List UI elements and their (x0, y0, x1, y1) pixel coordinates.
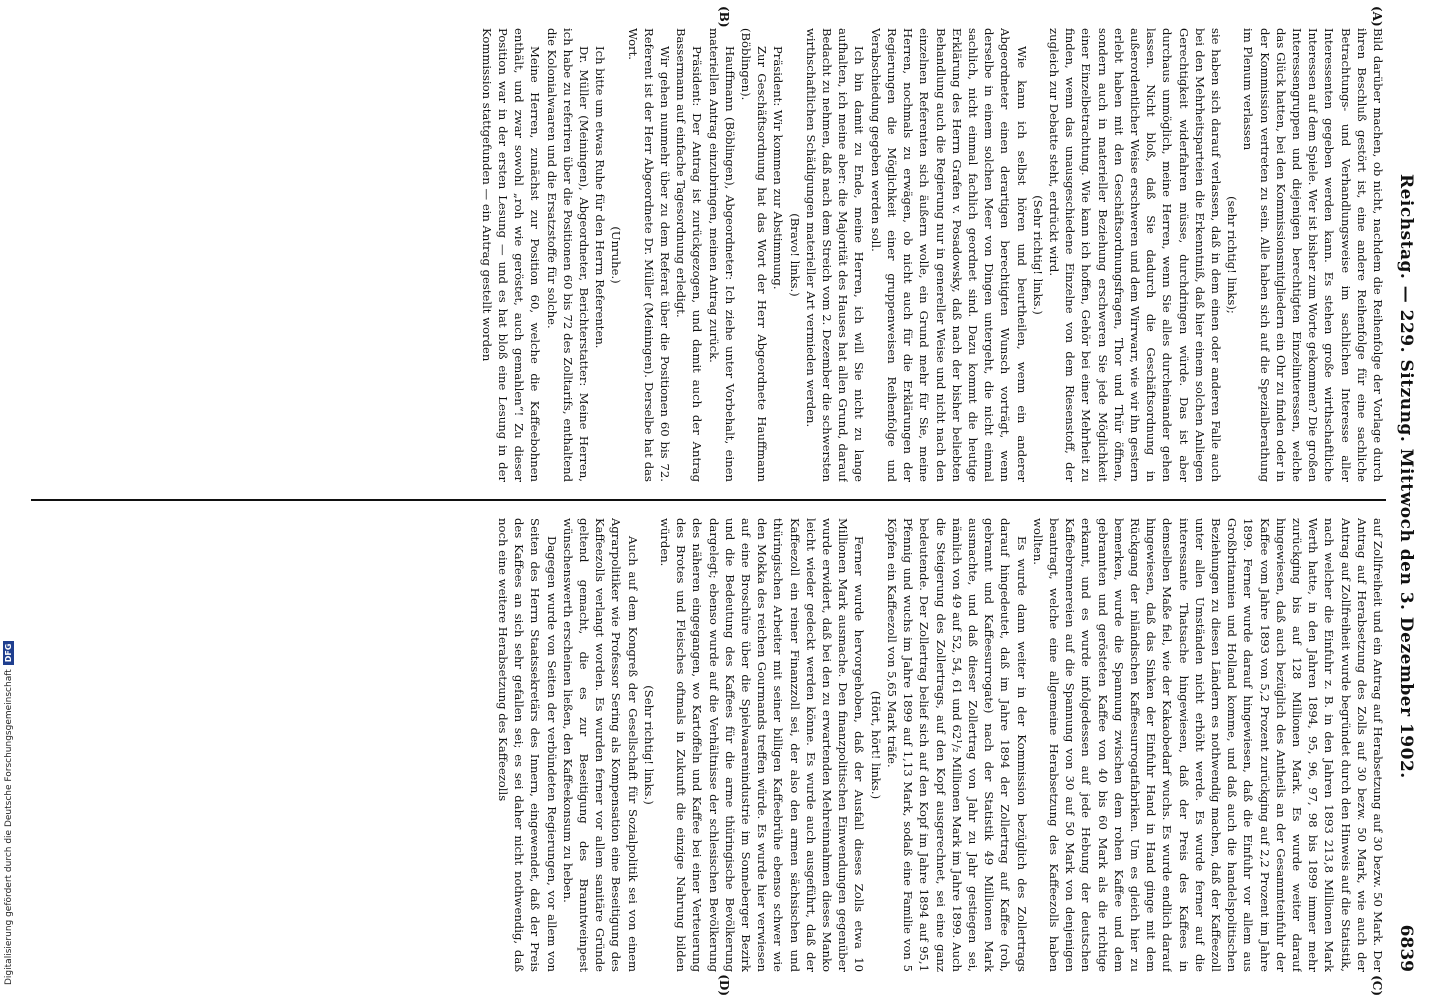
margin-marker-c: (C) (1370, 975, 1384, 996)
paragraph: Bild darüber machen, ob nicht, nachdem die Reihenfolge der Vorlage durch ihren Beschluß gestört ist, eine andere Reihenfolge für eine sachliche Betrachtungs- und Verhandlungsweise im sachlichen Interesse aller Interessenten gegeben werden kann. Es stehen große wirthschaftliche Interessen auf dem Spiele. Wer ist bisher zum Worte gekommen? Die großen Interessengruppen und diejenigen berechtigten Einzelinteressen, welche das Glück hatten, bei den Kommissionsmitgliedern ein Ohr zu finden oder in der Kommission vertreten zu sein. Alle haben sich auf die Spezialberathung im Plenum verlassen (1241, 28, 1385, 482)
paragraph: Dagegen wurde von Seiten der verbündeten Regierungen, vor allem von Seiten des Herrn Staatssekretärs des Innern, eingewendet, daß der Preis des Kaffees an sich sehr gefallen sei; es sei daher nicht nothwendig, daß noch eine weitere Herabsetzung des Kaffeezolls (496, 518, 559, 972)
paragraph: Ich bitte um etwas Ruhe für den Herrn Referenten. (593, 46, 608, 349)
paragraph: auf Zollfreiheit und ein Antrag auf Herabsetzung auf 30 bezw. 50 Mark. Der Antrag auf Herabsetzung des Zolls auf 30 bezw. 50 Mark, wie auch der Antrag auf Zollfreiheit wurde begründet durch den Hinweis auf die Statistik, nach welcher die Einfuhr z. B. in den Jahren 1893 213,8 Millionen Mark Werth hatte, in den Jahren 1894, 95, 96, 97, 98 bis 1899 immer mehr zurückging bis auf 128 Millionen Mark. Es wurde weiter darauf hingewiesen, daß auch bezüglich des Antheils an der Gesammteinfuhr der Kaffee vom Jahre 1893 von 5,2 Prozent zurückging auf 2,2 Prozent im Jahre 1899. Ferner wurde darauf hingewiesen, daß die Einfuhr vor allem aus Großbritannien und Holland komme, und daß auch die handelspolitischen Beziehungen zu diesen Ländern es nothwendig machen, daß der Kaffeezoll unter allen Umständen nicht erhöht werde. Es wurde ferner auf die interessante Thatsache hingewiesen, daß der Preis des Kaffees in demselben Maße fiel, wie der Kakaobedarf wuchs. Es wurde endlich darauf hingewiesen, daß das Sinken der Einfuhr Hand in Hand ginge mit dem Rückgang der inländischen Kaffeesurrogatfabriken. Um es gleich hier zu bemerken, wurde die Spannung zwischen dem rohen Kaffee und dem gebrannten und gerösteten Kaffee von 40 bis 60 Mark als die richtige erkannt, und es wurde infolgedessen auf jede Hebung der deutschen Kaffeebrennereien auf die Spannung von 30 auf 50 Mark von denjenigen beantragt, welche eine allgemeine Herabsetzung des Kaffeezolls haben wollten. (1030, 518, 1385, 972)
page-number: 6839 (1396, 924, 1416, 972)
paragraph: Zur Geschäftsordnung hat das Wort der Herr Abgeordnete Hauffmann (Böblingen). (739, 28, 770, 482)
paragraph: Auch auf dem Kongreß der Gesellschaft für Sozialpolitik sei von einem Agrarpolitiker wie Professor Sering als Kompensation eine Beseitigung des Kaffeezolls verlangt worden. Es wurden ferner vor allem sanitäre Gründe geltend gemacht, die es zur Beseitigung des Branntweinpest wünschenswerth erscheinen ließen, den Kaffeekonsum zu heben. (560, 518, 640, 972)
right-column (31, 518, 1386, 972)
margin-marker-d: (D) (717, 974, 731, 996)
interjection: (Bravo! links.) (787, 213, 802, 297)
digitization-credit (3, 641, 14, 985)
text-columns (31, 6, 1386, 996)
paragraph: Es wurde dann weiter in der Kommission bezüglich des Zollertrags darauf hingedeutet, daß im Jahre 1894 der Zollertrag auf Kaffee (roh, gebrannt und Kaffeesurrogate) nach der Statistik 49 Millionen Mark ausmachte, und daß dieser Zollertrag von Jahr zu Jahr gestiegen sei, nämlich von 49 auf 52, 54, 61 und 62¹/₂ Millionen Mark im Jahre 1899. Auch die Steigerung des Zollertrags, auf den Kopf ausgerechnet, sei eine ganz bedeutende. Der Zollertrag belief sich auf den Kopf im Jahre 1894 auf 95,1 Pfennig und wuchs im Jahre 1899 auf 1,13 Mark, sodaß eine Familie von 5 Köpfen ein Kaffeezoll von 5,65 Mark träfe. (884, 518, 1029, 972)
page-title: Reichstag. — 229. Sitzung. Mittwoch den 3. Dezember 1902. (1396, 173, 1416, 779)
column-divider (31, 499, 1386, 501)
interjection: (Unruhe.) (609, 226, 624, 284)
interjection: (sehr richtig! links); (1225, 196, 1240, 314)
paragraph: Wie kann ich selbst hören und beurtheilen, wenn ein anderer Abgeordneter einen derartigen berechtigten Wunsch vorträgt, wenn derselbe in einem solchen Meer von Dingen untergeht, die nicht einmal sachlich, nicht einmal fachlich geordnet sind. Dazu kommt die heutige Erklärung des Herrn Grafen v. Posadowsky, daß nach der bisher beliebten Behandlung auch die Regierung nur in genereller Weise und nicht nach den einzelnen Referenten sich äußern wolle, ein Grund mehr für Sie, meine Herren, nochmals zu erwägen, ob nicht auch für die Erklärungen der Regierungen die Möglichkeit einer gruppenweisen Reihenfolge und Verabschiedung gegeben werden soll. (868, 28, 1029, 482)
paragraph: Ich bin damit zu Ende, meine Herren, ich will Sie nicht zu lange aufhalten, ich meine aber: die Majorität des Hauses hat allen Grund, darauf Bedacht zu nehmen, daß nach dem Streich vom 2. Dezember die schwersten wirthschaftlichen Schädigungen materieller Art vermieden werden. (803, 28, 867, 482)
paragraph: Hauffmann (Böblingen), Abgeordneter: Ich ziehe unter Vorbehalt, einen materiellen Antrag einzubringen, meinen Antrag zurück. (706, 28, 737, 482)
paragraph: Ferner wurde hervorgehoben, daß der Ausfall dieses Zolls etwa 10 Millionen Mark ausmache. Den finanzpolitischen Einwendungen gegenüber wurde erwidert, daß bei den zu erwartenden Mehreinnahmen dieses Manko leicht wieder gedeckt werden könne. Es wurde auch ausgeführt, daß der Kaffeezoll ein reiner Finanzzoll sei, der also den armen sächsischen und thüringischen Arbeiter mit seiner billigen Kaffeebrühe ebenso schwer wie den Mokka des reichen Gourmands treffen würde. Es wurde hier verwiesen auf eine Broschüre über die Spielwaarenindustrie im Sonneberger Bezirk und die Bedeutung des Kaffees für die arme thüringische Bevölkerung dargelegt; ebenso wurde auf die Verhältnisse der schlesischen Bevölkerung des näheren eingegangen, wo Kartoffeln und Kaffee bei einer Verteuerung des Brotes und Fleisches oftmals in Zukunft die einzige Nahrung bilden würden. (658, 518, 867, 972)
interjection: (Sehr richtig! links.) (641, 685, 656, 805)
margin-marker-a: (A) (1370, 6, 1384, 27)
paragraph: sie haben sich darauf verlassen, daß in dem einen oder anderen Falle auch bei den Mehrheitsparteien die Erkenntniß, daß hier einem solchen Anliegen Gerechtigkeit widerfahren müsse, durchdringen würde. Das ist aber durchaus unmöglich, meine Herren, wenn Sie alles durcheinander gehen lassen. Nicht bloß, daß Sie dadurch die Geschäftsordnung in außerordentlicher Weise erschweren und dem Wirrwarr, wie wir ihn gestern erlebt haben mit den Geschäftsordnungsfragen, Thor und Thür öffnen, sondern auch in materieller Beziehung erschweren Sie jede Möglichkeit einer Einzelbetrachtung. Wie kann ich hoffen, Gehör bei einer Mehrheit zu finden, wenn das unausgeschiedene Einzelne von dem Riesenstoff, der zugleich zur Debatte steht, erdrückt wird. (1046, 28, 1223, 482)
paragraph: Dr. Müller (Meiningen), Abgeordneter, Berichterstatter: Meine Herren, ich habe zu referiren über die Positionen 60 bis 72 des Zolltarifs, enthaltend die Kolonialwaaren und die Ersatzstoffe für solche. (544, 28, 592, 482)
interjection: (Sehr richtig! links.) (1030, 195, 1045, 315)
paragraph: Präsident: Wir kommen zur Abstimmung. (771, 46, 786, 290)
dfg-logo: DFG (3, 641, 14, 666)
margin-marker-b: (B) (717, 6, 731, 28)
left-column (31, 28, 1386, 482)
credit-text: Digitalisierung gefördert durch die Deutsche Forschungsgemeinschaft (3, 669, 14, 985)
paragraph: Meine Herren, zunächst zur Position 60, welche die Kaffeebohnen enthält, und zwar sowohl „roh wie geröstet, auch gemahlen“! Zu dieser Position war in der ersten Lesung — und es hat bloß eine Lesung in der Kommission stattgefunden — ein Antrag gestellt worden (479, 28, 543, 482)
paragraph: Wir gehen nunmehr über zu dem Referat über die Positionen 60 bis 72. Referent ist der Herr Abgeordnete Dr. Müller (Meiningen). Derselbe hat das Wort. (625, 28, 673, 482)
page-header (1386, 28, 1416, 972)
paragraph: Präsident: Der Antrag ist zurückgezogen, und damit auch der Antrag Bassermann auf einfache Tagesordnung erledigt. (674, 28, 705, 482)
interjection: (Hört, hört! links.) (868, 690, 883, 800)
